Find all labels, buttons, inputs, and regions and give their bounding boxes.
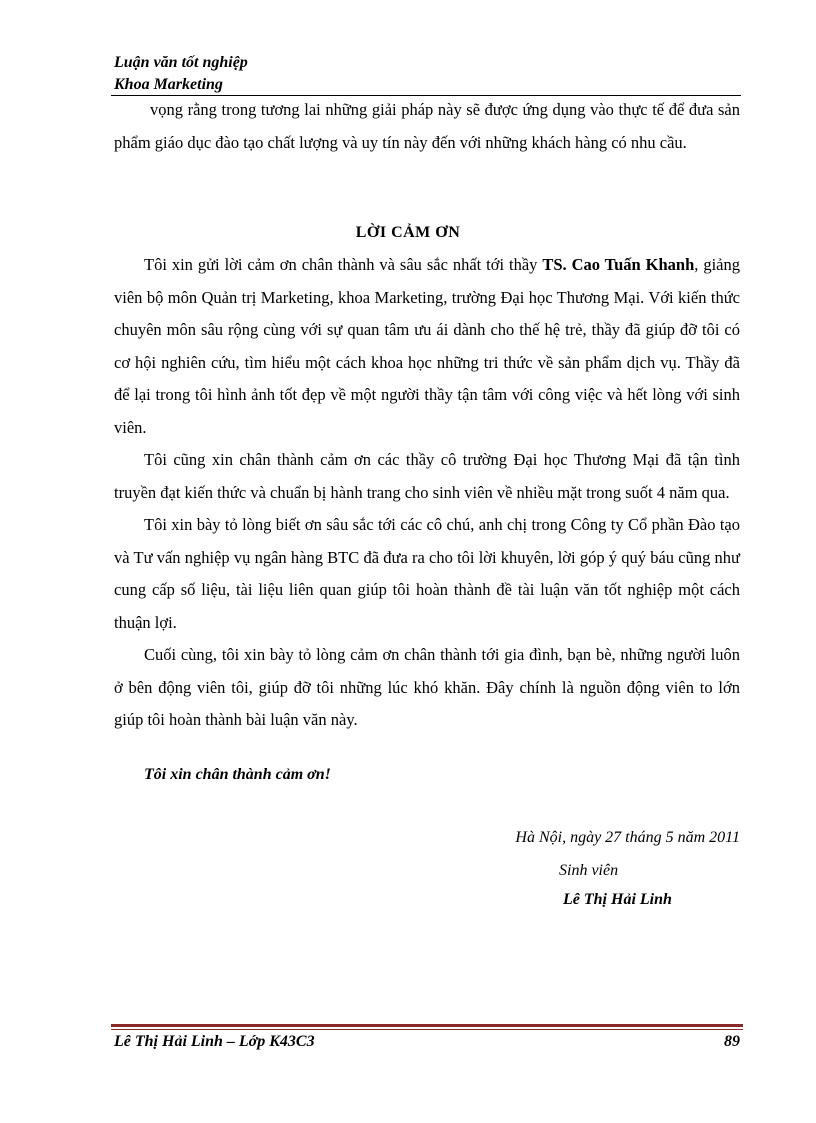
intro-paragraph: vọng rằng trong tương lai những giải pháp này sẽ được ứng dụng vào thực tế để đưa sản phẩm giáo dục đào tạo chất lượng và uy tín này đến với những khách hàng có nhu cầu.: [114, 100, 740, 152]
closing-line: Tôi xin chân thành cảm ơn!: [144, 766, 331, 783]
paragraph-1-rest: , giảng viên bộ môn Quản trị Marketing, khoa Marketing, trường Đại học Thương Mại. Với kiến thức chuyên môn sâu rộng cùng với sự quan tâm ưu ái dành cho thế hệ trẻ, thầy đã giúp đỡ tôi có cơ hội nghiên cứu, tìm hiểu một cách khoa học những tri thức về sản phẩm dịch vụ. Thầy đã để lại trong tôi hình ảnh tốt đẹp về một người thầy tận tâm với công việc và hết lòng với sinh viên.: [114, 255, 740, 437]
signature-role: Sinh viên: [559, 862, 619, 879]
paragraph-4: Cuối cùng, tôi xin bày tỏ lòng cảm ơn chân thành tới gia đình, bạn bè, những người luôn ở bên động viên tôi, giúp đỡ tôi những lúc khó khăn. Đây chính là nguồn động viên to lớn giúp tôi hoàn thành bài luận văn này.: [114, 645, 740, 729]
advisor-name: TS. Cao Tuấn Khanh: [542, 255, 695, 274]
intro-section: [114, 94, 740, 159]
footer-author-class: Lê Thị Hải Linh – Lớp K43C3: [114, 1033, 315, 1050]
paragraph-1-start: Tôi xin gửi lời cảm ơn chân thành và sâu sắc nhất tới thầy: [144, 255, 543, 274]
running-header: [114, 52, 248, 96]
paragraph-1: [114, 249, 740, 444]
footer-divider: [111, 1024, 743, 1030]
paragraph-3: Tôi xin bày tỏ lòng biết ơn sâu sắc tới các cô chú, anh chị trong Công ty Cổ phần Đào tạo và Tư vấn nghiệp vụ ngân hàng BTC đã đưa ra cho tôi lời khuyên, lời góp ý quý báu cũng như cung cấp số liệu, tài liệu liên quan giúp tôi hoàn thành đề tài luận văn tốt nghiệp một cách thuận lợi.: [114, 515, 740, 632]
page-number: 89: [724, 1033, 740, 1050]
acknowledgement-body: [114, 249, 740, 737]
signature-date: Hà Nội, ngày 27 tháng 5 năm 2011: [515, 829, 740, 846]
header-faculty-label: Khoa Marketing: [114, 76, 223, 93]
paragraph-2: Tôi cũng xin chân thành cảm ơn các thầy cô trường Đại học Thương Mại đã tận tình truyền đạt kiến thức và chuẩn bị hành trang cho sinh viên về nhiều mặt trong suốt 4 năm qua.: [114, 450, 740, 502]
header-thesis-label: Luận văn tốt nghiệp: [114, 54, 248, 71]
section-title: LỜI CẢM ƠN: [355, 224, 461, 241]
signature-name: Lê Thị Hải Linh: [563, 891, 672, 908]
